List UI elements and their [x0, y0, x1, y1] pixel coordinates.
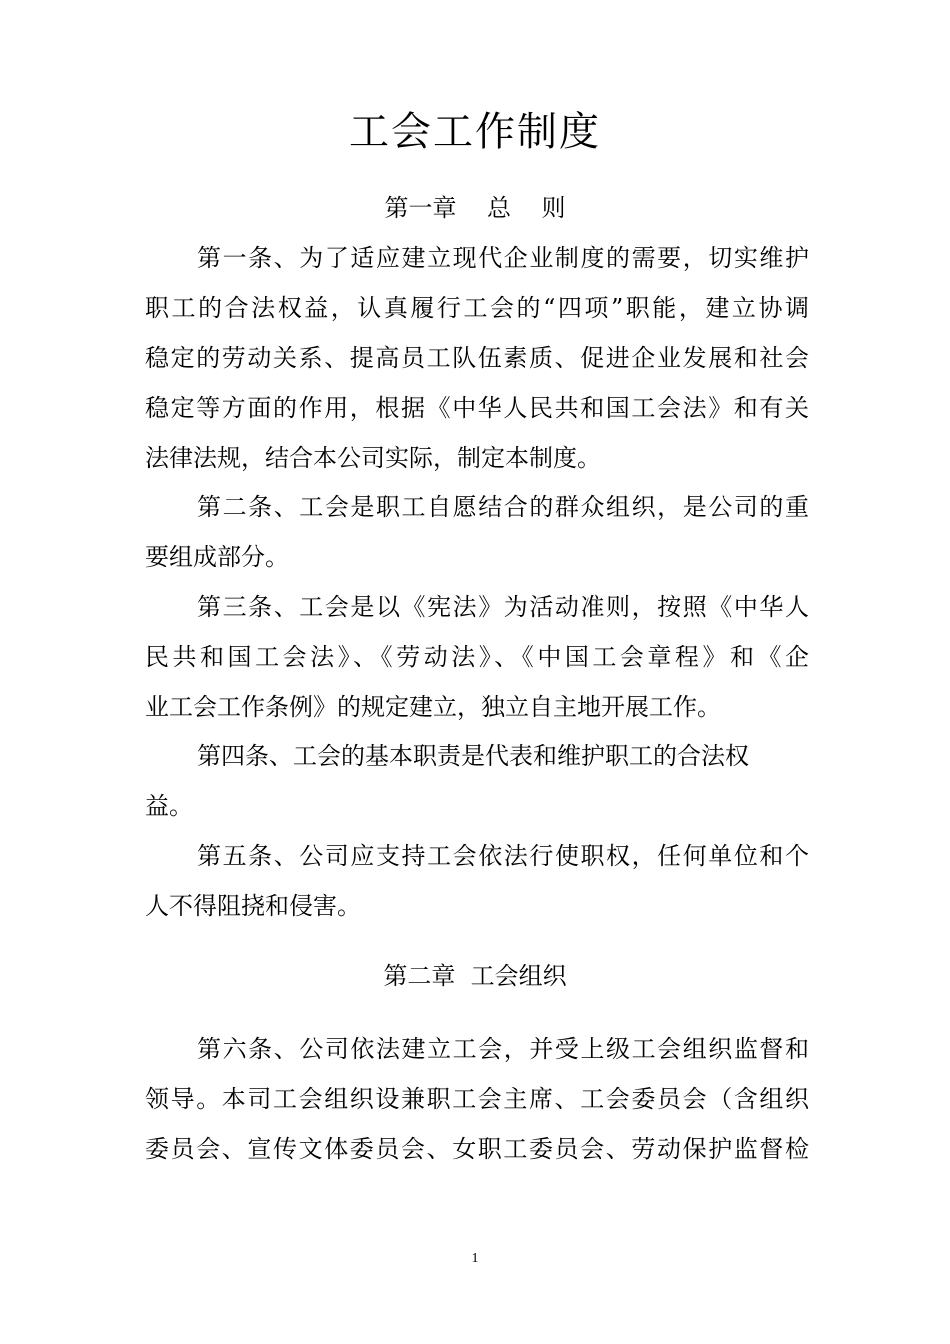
article-2-line-2: 要组成部分。: [145, 543, 289, 571]
article-1-line-2: 职工的合法权益，认真履行工会的“四项”职能，建立协调: [145, 294, 809, 322]
article-4-line-1: 第四条、工会的基本职责是代表和维护职工的合法权: [197, 742, 749, 770]
article-3-line-1: 第三条、工会是以《宪法》为活动准则，按照《中华人: [197, 593, 809, 621]
chapter-1-heading: 第一章 总 则: [384, 194, 566, 222]
document-title: 工会工作制度: [349, 109, 601, 155]
article-1-line-1: 第一条、为了适应建立现代企业制度的需要，切实维护: [197, 244, 809, 272]
article-1-line-5: 法律法规，结合本公司实际，制定本制度。: [145, 444, 601, 472]
article-2-line-1: 第二条、工会是职工自愿结合的群众组织，是公司的重: [197, 493, 809, 521]
article-3-line-3: 业工会工作条例》的规定建立，独立自主地开展工作。: [145, 693, 721, 721]
page-number: 1: [471, 1251, 479, 1266]
chapter-2-heading: 第二章 工会组织: [383, 962, 567, 990]
article-6-line-1: 第六条、公司依法建立工会，并受上级工会组织监督和: [197, 1035, 809, 1063]
article-5-line-2: 人不得阻挠和侵害。: [145, 892, 361, 920]
article-1-line-4: 稳定等方面的作用，根据《中华人民共和国工会法》和有关: [145, 394, 809, 422]
article-1-line-3: 稳定的劳动关系、提高员工队伍素质、促进企业发展和社会: [145, 344, 809, 372]
article-6-line-3: 委员会、宣传文体委员会、女职工委员会、劳动保护监督检: [145, 1135, 809, 1163]
article-6-line-2: 领导。本司工会组织设兼职工会主席、工会委员会（含组织: [145, 1085, 809, 1113]
article-4-line-2: 益。: [145, 792, 193, 820]
article-5-line-1: 第五条、公司应支持工会依法行使职权，任何单位和个: [197, 842, 809, 870]
article-3-line-2: 民共和国工会法》、《劳动法》、《中国工会章程》和《企: [145, 643, 809, 671]
